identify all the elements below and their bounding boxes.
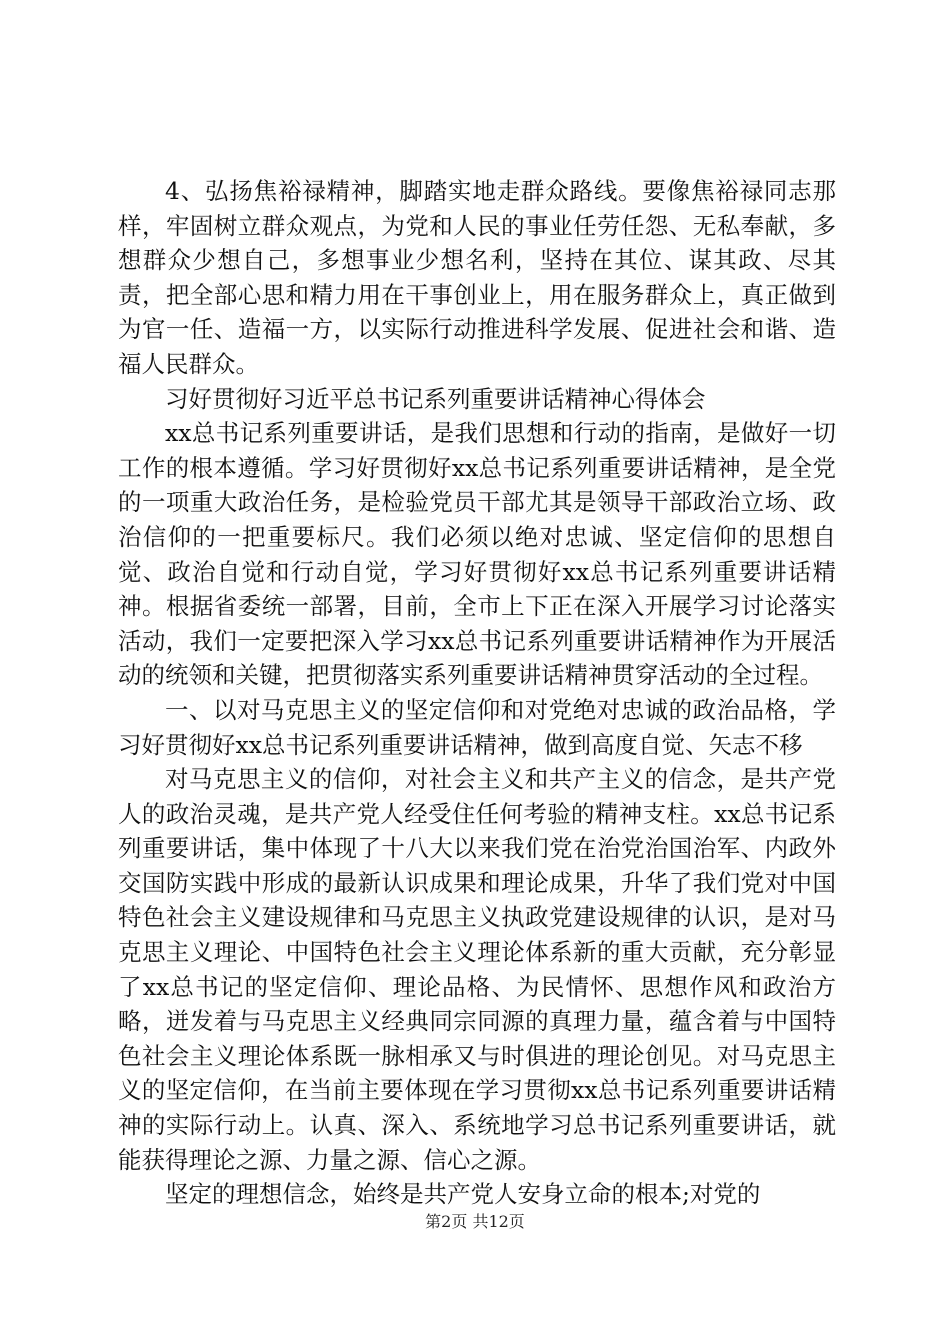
section-heading-one: 一、以对马克思主义的坚定信仰和对党绝对忠诚的政治品格，学习好贯彻好xx总书记系列重要讲话精神，做到高度自觉、矢志不移: [118, 695, 836, 759]
article-title: 习好贯彻好习近平总书记系列重要讲话精神心得体会: [165, 384, 706, 413]
page-number-footer: 第2页 共12页: [425, 1212, 525, 1231]
paragraph-ideals-conviction: 坚定的理想信念，始终是共产党人安身立命的根本;对党的: [165, 1180, 761, 1209]
document-body: [118, 174, 836, 1212]
paragraph-marxism-belief: 对马克思主义的信仰，对社会主义和共产主义的信念，是共产党人的政治灵魂，是共产党人经受住任何考验的精神支柱。xx总书记系列重要讲话，集中体现了十八大以来我们党在治党治国治军、内政外交国防实践中形成的最新认识成果和理论成果，升华了我们党对中国特色社会主义建设规律和马克思主义执政党建设规律的认识，是对马克思主义理论、中国特色社会主义理论体系新的重大贡献，充分彰显了xx总书记的坚定信仰、理论品格、为民情怀、思想作风和政治方略，迸发着与马克思主义经典同宗同源的真理力量，蕴含着与中国特色社会主义理论体系既一脉相承又与时俱进的理论创见。对马克思主义的坚定信仰，在当前主要体现在学习贯彻xx总书记系列重要讲话精神的实际行动上。认真、深入、系统地学习总书记系列重要讲话，就能获得理论之源、力量之源、信心之源。: [118, 765, 836, 1174]
paragraph-jiao-yulu-spirit: 4、弘扬焦裕禄精神，脚踏实地走群众路线。要像焦裕禄同志那样，牢固树立群众观点，为党和人民的事业任劳任怨、无私奉献，多想群众少想自己，多想事业少想名利，坚持在其位、谋其政、尽其责，把全部心思和精力用在干事创业上，用在服务群众上，真正做到为官一任、造福一方，以实际行动推进科学发展、促进社会和谐、造福人民群众。: [118, 177, 836, 378]
paragraph-intro: xx总书记系列重要讲话，是我们思想和行动的指南，是做好一切工作的根本遵循。学习好贯彻好xx总书记系列重要讲话精神，是全党的一项重大政治任务，是检验党员干部尤其是领导干部政治立场、政治信仰的一把重要标尺。我们必须以绝对忠诚、坚定信仰的思想自觉、政治自觉和行动自觉，学习好贯彻好xx总书记系列重要讲话精神。根据省委统一部署，目前，全市上下正在深入开展学习讨论落实活动，我们一定要把深入学习xx总书记系列重要讲话精神作为开展活动的统领和关键，把贯彻落实系列重要讲话精神贯穿活动的全过程。: [118, 419, 836, 690]
